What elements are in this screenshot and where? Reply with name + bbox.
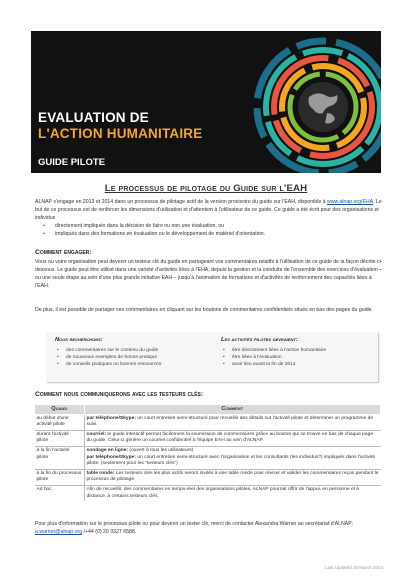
column-header-when: Quand (35, 405, 85, 415)
cell-when: au début d'une activité pilote (35, 414, 85, 430)
looking-for-list (52, 347, 210, 368)
list-item: • impliqués dans des formations en évaluation ou le développement de matériel d'orientation. (35, 230, 383, 238)
pilot-activities-box (212, 332, 378, 382)
globe-rings-graphic (31, 31, 381, 173)
table-row (35, 485, 381, 501)
list-item: • de nouveaux exemples de bonne pratique (52, 354, 210, 361)
intro-paragraph (35, 198, 383, 238)
pilot-activities-list (218, 347, 376, 368)
table-header-row (35, 405, 381, 415)
intro-text-2: . Le but de ce processus est de renforcer les dimensions d'utilisation et d'attention à l'utilisateur de ce guide. Ce guide a été écrit pour des organisations et individus (35, 199, 382, 222)
engage-paragraph-2: De plus, il est possible de partager ces commentaires en cliquant sur les boutons de commentaires confidentiels situés en bas des pages du guide. (35, 307, 373, 313)
list-item: • de conseils pratiques ou bonnes ressources (52, 361, 210, 368)
list-item: • avoir lieu avant la fin de 2014 (218, 361, 376, 368)
cell-how (84, 469, 381, 485)
intro-text-1: ALNAP s'engage en 2013 et 2014 dans un processus de pilotage actif de la version provisoire du guide sur l'EAH, disponible à (35, 199, 327, 205)
cell-how-text-2: un court entretien semi-structuré avec l'organisation et les consultants (les individus?) impliqués dans l'activité pilote. (seulement pour les "testeurs clés") (86, 454, 376, 467)
looking-for-box (46, 332, 212, 382)
cell-how-label-2: par téléphone/Skype: (86, 454, 136, 460)
cell-how-label: courriel: (86, 431, 107, 437)
cell-how (84, 446, 381, 469)
table-row (35, 446, 381, 469)
eha-link[interactable]: www.alnap.org/EHA (327, 199, 374, 205)
cell-how-label: table ronde: (86, 470, 115, 476)
cell-how (84, 430, 381, 446)
cell-how-text: un court entretien semi-structuré pour recueillir des détails sur l'activité pilote et déterminer un programme de suivi. (86, 415, 374, 428)
cell-how (84, 414, 381, 430)
engage-heading: Comment engager: (35, 249, 92, 256)
last-updated-footer: Last Updated 25 March 2014 (324, 565, 383, 570)
cell-when: à la fin l'activité pilote (35, 446, 85, 469)
banner-title-line1: EVALUATION DE (38, 110, 149, 125)
cell-how-text: Les testeurs clés les plus actifs seront invités à une table ronde pour réviser et valider les commentaires reçus pendant le processus de pilotage. (86, 470, 379, 483)
cell-how (84, 485, 381, 501)
header-banner (31, 31, 381, 173)
cell-when: Ad hoc (35, 485, 85, 501)
cell-how-label: sondage en ligne: (86, 447, 129, 453)
contact-email-link[interactable]: a.warner@alnap.org (35, 529, 83, 536)
contact-text-2: /+44 (0) 20 3327 6588. (82, 529, 137, 536)
cell-how-label: par téléphone/Skype: (86, 415, 136, 421)
table-row (35, 414, 381, 430)
list-item: • être liées à l'évaluation (218, 354, 376, 361)
table-row (35, 469, 381, 485)
cell-how-text: Afin de recueillir, des commentaires en temps-réel des organisations pilotes, ALNAP pourrait offrir de l'appui, en personne et à distance, à certains testeurs clés. (86, 486, 360, 499)
cell-when: durant l'activité pilote (35, 430, 85, 446)
page-title: Le processus de pilotage du Guide sur l'EAH (104, 183, 308, 194)
looking-for-heading: Nous recherchons: (55, 337, 103, 343)
engage-paragraph-1: Vous ou votre organisation peut devenir un testeur clé du guide en partageant vos commentaires relatifs à l'utilisation de ce guide de la façon décrite ci-dessous. Le guide peut être utilisé dans une variété d'activités liées à l'EHA, depuis la gestion et la conduite de l'ensemble des exercices d'évaluation – ou une seule étape au sein d'une plus grande initiative EAH – jusqu'à l'animation de formations et d'activités de renforcement des capacités liées à l'EAH. (35, 259, 383, 290)
cell-how-text: le guide interactif permet facilement la soumission de commentaires grâce au bouton qui se trouve en bas de chaque page du guide. Celui-ci génère un courriel confidentiel à l'équipe EAH au sein d'ALNAP. (86, 431, 374, 444)
intro-bullet-list (35, 222, 383, 238)
cell-when: à la fin du processus pilote (35, 469, 85, 485)
pilot-activities-heading: Les activités pilotes devraient: (221, 337, 298, 343)
banner-subtitle: GUIDE PILOTE (38, 157, 106, 168)
communication-heading: Comment nous communiquerons avec les testeurs clés: (35, 391, 204, 398)
list-item: • des commentaires sur le contenu du guide (52, 347, 210, 354)
banner-title-line2: L'ACTION HUMANITAIRE (38, 126, 203, 141)
contact-text-1: Pour plus d'information sur le processus pilote ou pour devenir un tester clé, merci de contacter Alexandra Warner au secrétariat d'ALNAP: (35, 521, 354, 527)
cell-how-text: (ouvert à tous les utilisateurs) (128, 447, 194, 453)
communication-table (34, 404, 381, 501)
list-item: • être directement liées à l'action humanitaire (218, 347, 376, 354)
contact-paragraph (35, 520, 383, 536)
table-row (35, 430, 381, 446)
column-header-how: Comment (84, 405, 381, 415)
list-item: • directement impliqués dans la décision de faire ou non une évaluation, ou (35, 222, 383, 230)
